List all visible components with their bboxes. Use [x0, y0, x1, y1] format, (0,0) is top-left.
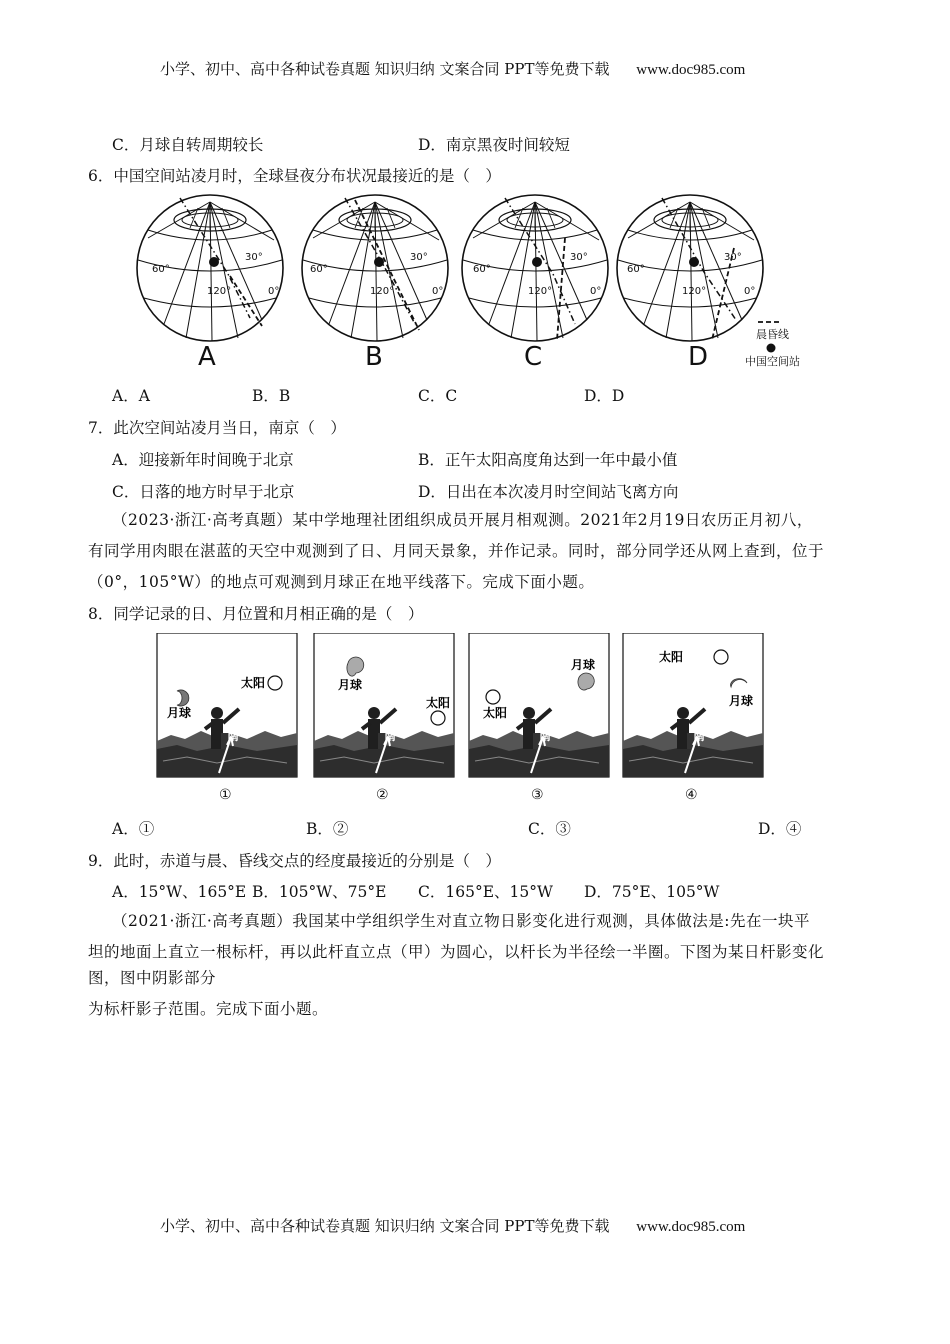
footer-text: 小学、初中、高中各种试卷真题 知识归纳 文案合同 PPT等免费下载	[160, 1217, 610, 1235]
q7-option-b: B．正午太阳高度角达到一年中最小值	[418, 451, 678, 469]
label-0: 0°	[744, 286, 756, 297]
station-dot	[209, 257, 219, 267]
south-label: 南	[693, 729, 706, 743]
label-120: 120°	[528, 286, 553, 297]
q8-option-b: B．②	[306, 820, 349, 838]
scene-2	[314, 633, 454, 803]
label-30: 30°	[410, 252, 428, 263]
q7-option-a: A．迎接新年时间晚于北京	[112, 451, 294, 469]
moon-label: 月球	[167, 706, 192, 720]
q8-stem: 8．同学记录的日、月位置和月相正确的是（ ）	[88, 605, 424, 623]
intro-2021-line1: （2021·浙江·高考真题）我国某中学组织学生对直立物日影变化进行观测，具体做法是:先在一块平	[112, 912, 811, 930]
scene-4	[623, 633, 763, 803]
q7-option-d: D．日出在本次凌月时空间站飞离方向	[418, 483, 679, 501]
legend-station-label: 中国空间站	[745, 355, 800, 368]
legend-terminator-label: 晨昏线	[756, 328, 789, 341]
scene-number: ②	[376, 787, 389, 803]
q6-option-d: D．D	[584, 387, 625, 405]
q9-option-a: A．15°W、165°E	[112, 883, 247, 901]
sun-icon	[714, 650, 728, 664]
label-0: 0°	[268, 286, 280, 297]
intro-2023-line3: （0°，105°W）的地点可观测到月球正在地平线落下。完成下面小题。	[88, 573, 595, 591]
q6-globes-figure	[130, 190, 820, 370]
south-label: 南	[227, 729, 240, 743]
sun-label: 太阳	[483, 706, 508, 720]
scene-number: ①	[219, 787, 232, 803]
q5-option-c: C．月球自转周期较长	[112, 136, 264, 154]
label-60: 60°	[627, 264, 645, 275]
q9-option-d: D．75°E、105°W	[584, 883, 720, 901]
label-60: 60°	[473, 264, 491, 275]
station-dot	[532, 257, 542, 267]
intro-2021-line2: 坦的地面上直立一根标杆，再以此杆直立点（甲）为圆心，以杆长为半径绘一半圈。下图为某日杆影变化	[88, 943, 825, 961]
scene-1	[157, 633, 297, 803]
sun-icon	[268, 676, 282, 690]
q5-option-d: D．南京黑夜时间较短	[418, 136, 570, 154]
footer-url: www.doc985.com	[636, 1219, 746, 1235]
label-120: 120°	[207, 286, 232, 297]
sun-label: 太阳	[241, 676, 266, 690]
moon-label: 月球	[571, 658, 596, 672]
south-label: 南	[384, 729, 397, 743]
moon-label: 月球	[338, 678, 363, 692]
q6-option-b: B．B	[252, 387, 291, 405]
sun-label: 太阳	[426, 696, 451, 710]
q8-option-d: D．④	[758, 820, 802, 838]
q7-stem: 7．此次空间站凌月当日，南京（ ）	[88, 419, 346, 437]
globe-letter-a: A	[198, 342, 216, 370]
label-30: 30°	[570, 252, 588, 263]
station-dot	[689, 257, 699, 267]
page-footer	[160, 1215, 745, 1236]
south-label: 南	[539, 729, 552, 743]
q9-option-b: B．105°W、75°E	[252, 883, 387, 901]
intro-2023-line2: 有同学用肉眼在湛蓝的天空中观测到了日、月同天景象，并作记录。同时，部分同学还从网上查到，位于	[88, 542, 825, 560]
scene-number: ④	[685, 787, 698, 803]
q6-stem: 6．中国空间站凌月时，全球昼夜分布状况最接近的是（ ）	[88, 167, 501, 185]
q8-option-c: C．③	[528, 820, 571, 838]
q8-option-a: A．①	[112, 820, 155, 838]
label-30: 30°	[245, 252, 263, 263]
page-header	[160, 58, 745, 79]
globe-letter-d: D	[688, 342, 709, 370]
intro-2023-line1: （2023·浙江·高考真题）某中学地理社团组织成员开展月相观测。2021年2月19日农历正月初八，	[112, 511, 813, 529]
q9-stem: 9．此时，赤道与晨、昏线交点的经度最接近的分别是（ ）	[88, 852, 501, 870]
q7-option-c: C．日落的地方时早于北京	[112, 483, 295, 501]
scene-number: ③	[531, 787, 544, 803]
moon-label: 月球	[729, 694, 754, 708]
station-dot	[374, 257, 384, 267]
globe-letter-c: C	[524, 342, 543, 370]
label-120: 120°	[682, 286, 707, 297]
legend	[745, 322, 800, 368]
sun-label: 太阳	[659, 650, 684, 664]
label-60: 60°	[310, 264, 328, 275]
sun-icon	[431, 711, 445, 725]
label-0: 0°	[432, 286, 444, 297]
label-30: 30°	[724, 252, 742, 263]
sun-icon	[486, 690, 500, 704]
label-0: 0°	[590, 286, 602, 297]
scene-3	[469, 633, 609, 803]
header-url: www.doc985.com	[636, 62, 746, 78]
label-120: 120°	[370, 286, 395, 297]
intro-2021-line4: 为标杆影子范围。完成下面小题。	[88, 1000, 329, 1018]
q8-scenes-figure	[155, 633, 780, 803]
header-text: 小学、初中、高中各种试卷真题 知识归纳 文案合同 PPT等免费下载	[160, 60, 610, 78]
globe-letter-b: B	[365, 342, 383, 370]
q9-option-c: C．165°E、15°W	[418, 883, 553, 901]
label-60: 60°	[152, 264, 170, 275]
q6-option-c: C．C	[418, 387, 458, 405]
intro-2021-line3: 图，图中阴影部分	[88, 969, 217, 987]
q6-option-a: A．A	[112, 387, 150, 405]
